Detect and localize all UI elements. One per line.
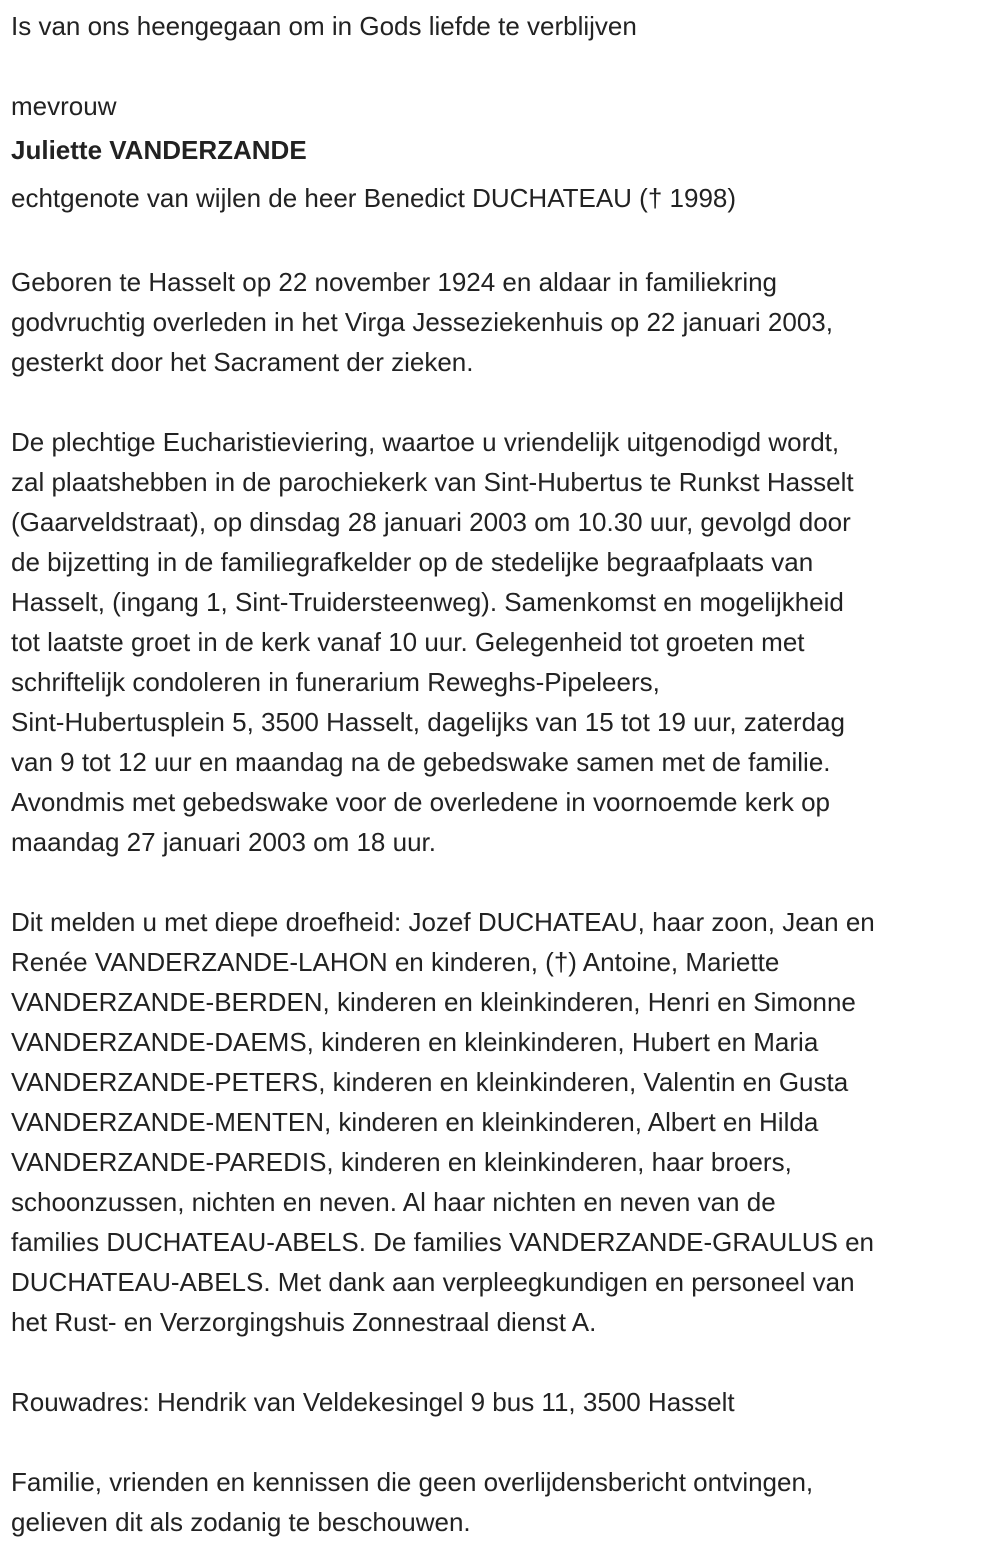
salutation: mevrouw [11,91,117,121]
text-line: schoonzussen, nichten en neven. Al haar nichten en neven van de [11,1187,776,1217]
paragraph [11,1462,1000,1542]
text-line: VANDERZANDE-PETERS, kinderen en kleinkinderen, Valentin en Gusta [11,1067,849,1097]
text-line: Familie, vrienden en kennissen die geen overlijdensbericht ontvingen, [11,1467,814,1497]
text-line: De plechtige Eucharistieviering, waartoe u vriendelijk uitgenodigd wordt, [11,427,840,457]
deceased-name: Juliette VANDERZANDE [11,135,307,165]
text-line: Geboren te Hasselt op 22 november 1924 en aldaar in familiekring [11,267,778,297]
text-line: Hasselt, (ingang 1, Sint-Truidersteenweg). Samenkomst en mogelijkheid [11,587,844,617]
spacer [11,862,1000,902]
text-line: gelieven dit als zodanig te beschouwen. [11,1507,471,1537]
text-line: maandag 27 januari 2003 om 18 uur. [11,827,436,857]
text-line: van 9 tot 12 uur en maandag na de gebedswake samen met de familie. [11,747,831,777]
text-line: VANDERZANDE-DAEMS, kinderen en kleinkinderen, Hubert en Maria [11,1027,819,1057]
text-line: het Rust- en Verzorgingshuis Zonnestraal dienst A. [11,1307,597,1337]
opening-line: Is van ons heengegaan om in Gods liefde te verblijven [11,11,637,41]
text-line: godvruchtig overleden in het Virga Jesseziekenhuis op 22 januari 2003, [11,307,833,337]
paragraph [11,902,1000,1342]
text-line: Rouwadres: Hendrik van Veldekesingel 9 bus 11, 3500 Hasselt [11,1387,735,1417]
text-line: (Gaarveldstraat), op dinsdag 28 januari 2003 om 10.30 uur, gevolgd door [11,507,851,537]
text-line: VANDERZANDE-MENTEN, kinderen en kleinkinderen, Albert en Hilda [11,1107,819,1137]
spacer [11,222,1000,262]
paragraph [11,1382,1000,1422]
text-line: gesterkt door het Sacrament der zieken. [11,347,474,377]
text-line: Dit melden u met diepe droefheid: Jozef DUCHATEAU, haar zoon, Jean en [11,907,875,937]
spacer [11,46,1000,86]
text-line: VANDERZANDE-BERDEN, kinderen en kleinkinderen, Henri en Simonne [11,987,856,1017]
text-line: Avondmis met gebedswake voor de overledene in voornoemde kerk op [11,787,830,817]
spacer [11,1422,1000,1462]
paragraph [11,262,1000,382]
text-line: tot laatste groet in de kerk vanaf 10 uur. Gelegenheid tot groeten met [11,627,805,657]
text-line: families DUCHATEAU-ABELS. De families VANDERZANDE-GRAULUS en [11,1227,875,1257]
text-line: Sint-Hubertusplein 5, 3500 Hasselt, dagelijks van 15 tot 19 uur, zaterdag [11,707,845,737]
body-paragraphs [11,222,1000,1542]
text-line: DUCHATEAU-ABELS. Met dank aan verpleegkundigen en personeel van [11,1267,855,1297]
spacer [11,1342,1000,1382]
text-line: de bijzetting in de familiegrafkelder op de stedelijke begraafplaats van [11,547,814,577]
paragraph [11,422,1000,862]
text-line: schriftelijk condoleren in funerarium Reweghs-Pipeleers, [11,667,660,697]
text-line: Renée VANDERZANDE-LAHON en kinderen, (†) Antoine, Mariette [11,947,780,977]
spacer [11,382,1000,422]
spouse-line: echtgenote van wijlen de heer Benedict DUCHATEAU († 1998) [11,183,737,213]
text-line: VANDERZANDE-PAREDIS, kinderen en kleinkinderen, haar broers, [11,1147,792,1177]
text-line: zal plaatshebben in de parochiekerk van Sint-Hubertus te Runkst Hasselt [11,467,854,497]
